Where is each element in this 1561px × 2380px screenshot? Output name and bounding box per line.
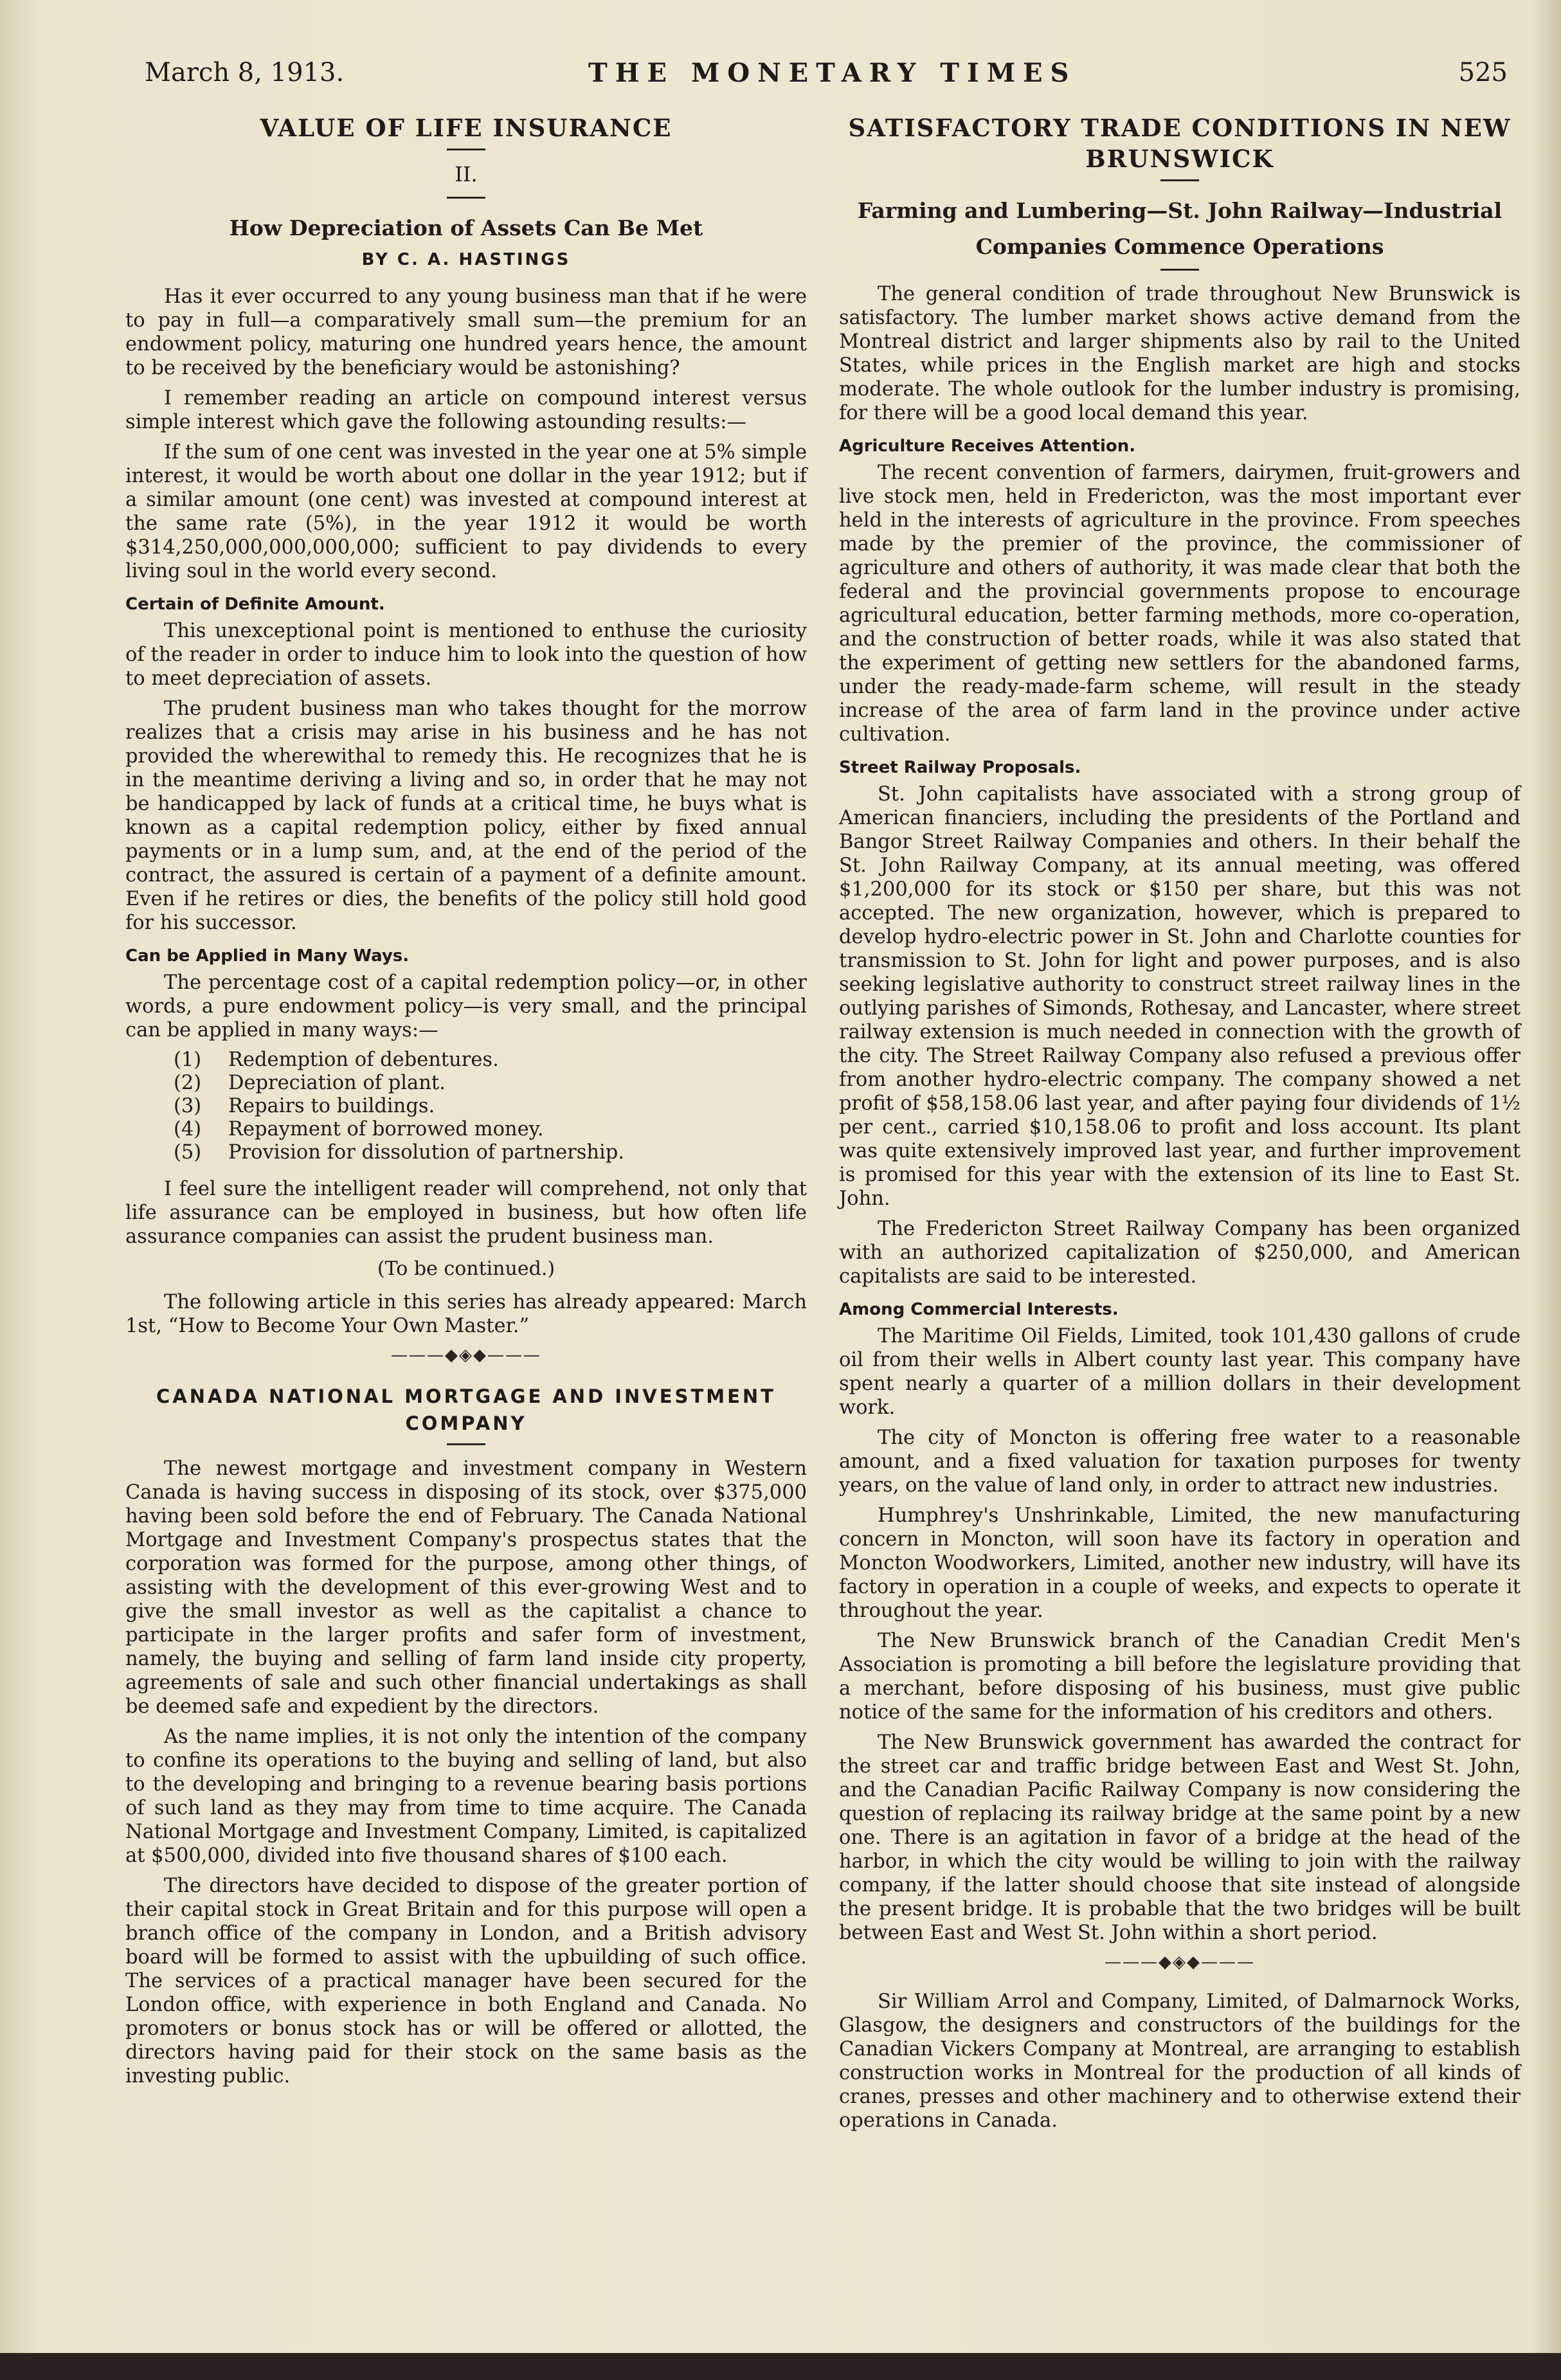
paragraph: The following article in this series has already appeared: March 1st, “How to Become Your Own Master.” xyxy=(125,1291,807,1337)
section-heading: Agriculture Receives Attention. xyxy=(839,437,1136,456)
paragraph: Sir William Arrol and Company, Limited, of Dalmarnock Works, Glasgow, the designers and constructors of the buildings for the Canadian Vickers Company at Montreal, are arranging to establish construction works in Montreal for the production of all kinds of cranes, presses and other machinery and to otherwise extend their operations in Canada. xyxy=(839,1990,1520,2132)
byline: BY C. A. HASTINGS xyxy=(361,250,571,269)
paragraph: St. John capitalists have associated with a strong group of American financiers, including the presidents of the Portland and Bangor Street Railway Companies and others. In their behalf the St. John Railway Company, at its annual meeting, was offered $1,200,000 for its stock or $150 per share, but this was not accepted. The new organization, however, which is prepared to develop hydro-electric power in St. John and Charlotte counties for transmission to St. John for light and power purposes, and is also seeking legislative authority to construct street railway lines in the outlying parishes of Simonds, Rothesay, and Lancaster, where street railway extension is much needed in connection with the growth of the city. The Street Railway Company also refused a previous offer from another hydro-electric company. The company showed a net profit of $58,158.06 last year, and after paying four dividends of 1½ per cent., carried $10,158.06 to profit and loss account. Its plant was quite extensively improved last year, and further improvement is promised for this year with the extension of its line to East St. John. xyxy=(839,783,1520,1210)
section-heading: Can be Applied in Many Ways. xyxy=(125,946,410,966)
paragraph: The city of Moncton is offering free water to a reasonable amount, and a fixed valuation for taxation purposes for twenty years, on the value of land only, in order to attract new industries. xyxy=(839,1427,1520,1497)
ornament-divider: ———◆◈◆——— xyxy=(1105,1952,1255,1972)
right-column xyxy=(839,113,1520,2139)
article-title-2: CANADA NATIONAL MORTGAGE AND INVESTMENT COMPANY xyxy=(156,1385,776,1434)
article-part-number: II. xyxy=(455,162,478,186)
page-number: 525 xyxy=(1458,58,1508,87)
paragraph: The general condition of trade throughout New Brunswick is satisfactory. The lumber market shows active demand from the Montreal district and larger shipments also by rail to the United States, while prices in the English market are high and stocks moderate. The whole outlook for the lumber industry is promising, for there will be a good local demand this year. xyxy=(839,283,1520,424)
list-item: (1) Redemption of debentures. xyxy=(174,1049,499,1071)
divider xyxy=(1160,179,1199,181)
divider xyxy=(1160,269,1199,271)
paragraph: If the sum of one cent was invested in the year one at 5% simple interest, it would be worth about one dollar in the year 1912; but if a similar amount (one cent) was invested at compound interest at the same rate (5%), in the year 1912 it would be worth $314,250,000,000,000,000; sufficient to pay dividends to every living soul in the world every second. xyxy=(125,441,808,582)
paragraph: The recent convention of farmers, dairymen, fruit-growers and live stock men, held in Fredericton, was the most important ever held in the interests of agriculture in the province. From speeches made by the premier of the province, the commissioner of agriculture and others of authority, it was made clear that both the federal and the provincial governments propose to encourage agricultural education, better farming methods, more co-operation, and the construction of better roads, while it was also stated that the experiment of getting new settlers for the abandoned farms, under the ready-made-farm scheme, will result in the steady increase of the area of farm land in the province under active cultivation. xyxy=(839,462,1520,746)
list-item: (3) Repairs to buildings. xyxy=(174,1095,435,1117)
scan-bottom-edge xyxy=(0,2353,1561,2380)
section-heading: Certain of Definite Amount. xyxy=(125,595,385,614)
list-item: (5) Provision for dissolution of partnership. xyxy=(174,1141,624,1164)
paragraph: The New Brunswick government has awarded the contract for the street car and traffic bridge between East and West St. John, and the Canadian Pacific Railway Company is now considering the question of replacing its railway bridge at the same point by a new one. There is an agitation in favor of a bridge at the head of the harbor, in which the city would be willing to join with the railway company, if the latter should choose that site instead of alongside the present bridge. It is probable that the two bridges will be built between East and West St. John within a short period. xyxy=(839,1731,1520,1944)
paragraph: The percentage cost of a capital redemption policy—or, in other words, a pure endowment policy—is very small, and the principal can be applied in many ways:— xyxy=(125,971,807,1041)
page-header xyxy=(145,58,1508,96)
paragraph: The directors have decided to dispose of the greater portion of their capital stock in Great Britain and for this purpose will open a branch office of the company in London, and a British advisory board will be formed to assist with the upbuilding of such office. The services of a practical manager have been secured for the London office, with experience in both England and Canada. No promoters or bonus stock has or will be offered or allotted, the directors having paid for their stock on the same basis as the investing public. xyxy=(125,1875,807,2087)
article-title: SATISFACTORY TRADE CONDITIONS IN NEW BRUNSWICK xyxy=(848,114,1511,173)
divider xyxy=(447,149,485,150)
paragraph: The prudent business man who takes thought for the morrow realizes that a crisis may arise in his business and he has not provided the wherewithal to remedy this. He recognizes that he is in the meantime deriving a living and so, in order that he may not be handicapped by lack of funds at a critical time, he buys what is known as a capital redemption policy, either by fixed annual payments or in a lump sum, and, at the end of the period of the contract, the assured is certain of a payment of a definite amount. Even if he retires or dies, the benefits of the policy still hold good for his successor. xyxy=(125,698,807,934)
article-subtitle: Farming and Lumbering—St. John Railway—Industrial Companies Commence Operations xyxy=(857,198,1502,259)
divider xyxy=(447,197,485,199)
numbered-list xyxy=(174,1049,807,1164)
continued-note: (To be continued.) xyxy=(377,1258,555,1280)
ornament-divider: ———◆◈◆——— xyxy=(391,1346,541,1365)
list-item: (4) Repayment of borrowed money. xyxy=(174,1118,544,1140)
section-heading: Among Commercial Interests. xyxy=(839,1300,1119,1319)
paragraph: Humphrey's Unshrinkable, Limited, the new manufacturing concern in Moncton, will soon have its factory in operation and Moncton Woodworkers, Limited, another new industry, will have its factory in operation in a couple of weeks, and expects to operate it throughout the year. xyxy=(839,1504,1520,1622)
paragraph: The Fredericton Street Railway Company has been organized with an authorized capitalization of $250,000, and American capitalists are said to be interested. xyxy=(839,1218,1520,1288)
paragraph: The New Brunswick branch of the Canadian Credit Men's Association is promoting a bill before the legislature providing that a merchant, before disposing of his business, must give public notice of the same for the information of his creditors and others. xyxy=(839,1630,1520,1724)
publication-title: THE MONETARY TIMES xyxy=(588,58,1077,88)
paragraph: The Maritime Oil Fields, Limited, took 101,430 gallons of crude oil from their wells in Albert county last year. This company have spent nearly a quarter of a million dollars in their development work. xyxy=(839,1325,1520,1419)
paragraph: I remember reading an article on compound interest versus simple interest which gave the following astounding results:— xyxy=(125,387,807,433)
article-subtitle: How Depreciation of Assets Can Be Met xyxy=(229,215,703,240)
left-column xyxy=(125,113,807,2095)
list-item: (2) Depreciation of plant. xyxy=(174,1072,446,1094)
issue-date: March 8, 1913. xyxy=(145,58,345,87)
paragraph: Has it ever occurred to any young business man that if he were to pay in full—a comparatively small sum—the premium for an endowment policy, maturing one hundred years hence, the amount to be received by the beneficiary would be astonishing? xyxy=(125,285,807,379)
article-title: VALUE OF LIFE INSURANCE xyxy=(260,114,672,142)
paragraph: This unexceptional point is mentioned to enthuse the curiosity of the reader in order to induce him to look into the question of how to meet depreciation of assets. xyxy=(125,620,807,690)
divider xyxy=(447,1443,485,1445)
paragraph: The newest mortgage and investment company in Western Canada is having success in disposing of its stock, over $375,000 having been sold before the end of February. The Canada National Mortgage and Investment Company's prospectus states that the corporation was formed for the purpose, among other things, of assisting with the development of this ever-growing West and to give the small investor as well as the capitalist a chance to participate in the larger profits and safer form of investment, namely, the buying and selling of farm land inside city property, agreements of sale and such other financial undertakings as shall be deemed safe and expedient by the directors. xyxy=(125,1457,807,1718)
paragraph: I feel sure the intelligent reader will comprehend, not only that life assurance can be employed in business, but how often life assurance companies can assist the prudent business man. xyxy=(125,1178,807,1248)
section-heading: Street Railway Proposals. xyxy=(839,758,1081,777)
paragraph: As the name implies, it is not only the intention of the company to confine its operations to the buying and selling of land, but also to the developing and bringing to a revenue bearing basis portions of such land as they may from time to time acquire. The Canada National Mortgage and Investment Company, Limited, is capitalized at $500,000, divided into five thousand shares of $100 each. xyxy=(125,1726,807,1867)
